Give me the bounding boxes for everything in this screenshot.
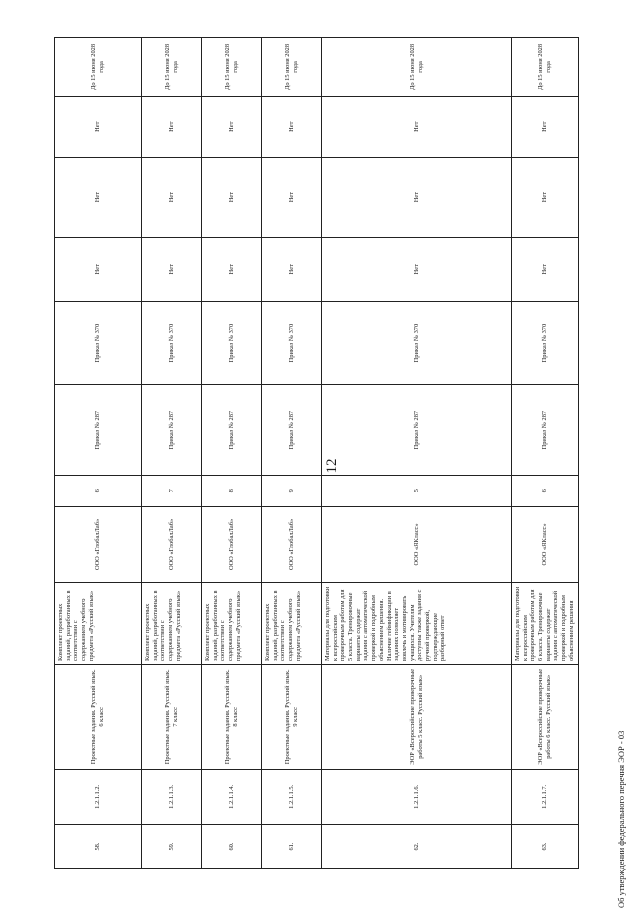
- row-organization: ООО «ЯКласс»: [512, 507, 578, 584]
- row-number: 60.: [227, 842, 235, 851]
- row-number: 58.: [94, 842, 102, 851]
- resource-table: [54, 37, 579, 869]
- row-flag-2: Нет: [262, 158, 321, 238]
- row-name: ЭОР «Всероссийские проверочные работы 6 класс. Русский язык»: [512, 665, 578, 770]
- row-order-1: Приказ № 287: [262, 385, 321, 476]
- row-quantity: 9: [262, 476, 321, 507]
- table-row: [261, 38, 321, 868]
- row-description: Комплект проектных заданий, разработанных в соответствии с содержанием учебного предмета «Русский язык»: [262, 583, 321, 665]
- row-name: Проектные задания. Русский язык. 8 класс: [202, 665, 261, 770]
- resource-table-wrapper: [54, 37, 579, 869]
- row-flag-1: Нет: [262, 238, 321, 302]
- row-organization: ООО «ГлобалЛаб»: [142, 507, 201, 584]
- row-organization: ООО «ГлобалЛаб»: [202, 507, 261, 584]
- row-due-date: До 15 июня 2028 года: [512, 38, 578, 97]
- row-organization: ООО «ГлобалЛаб»: [262, 507, 321, 584]
- row-flag-1: Нет: [142, 238, 201, 302]
- row-description: Комплект проектных заданий, разработанных в соответствии с содержанием учебного предмета «Русский язык»: [142, 583, 201, 665]
- row-flag-1: Нет: [322, 238, 511, 302]
- row-flag-2: Нет: [142, 158, 201, 238]
- row-quantity: 7: [142, 476, 201, 507]
- row-flag-3: Нет: [55, 97, 141, 158]
- row-due-date: До 15 июня 2028 года: [202, 38, 261, 97]
- row-number: 63.: [541, 842, 549, 851]
- row-name: Проектные задания. Русский язык. 6 класс: [55, 665, 141, 770]
- row-order-1: Приказ № 287: [202, 385, 261, 476]
- row-description: Комплект проектных заданий, разработанных в соответствии с содержанием учебного предмета «Русский язык»: [202, 583, 261, 665]
- row-flag-3: Нет: [262, 97, 321, 158]
- row-due-date: До 15 июня 2028 года: [262, 38, 321, 97]
- row-number: 61.: [287, 842, 295, 851]
- row-due-date: До 15 июня 2028 года: [55, 38, 141, 97]
- row-description: Комплект проектных заданий, разработанных в соответствии с содержанием учебного предмета «Русский язык»: [55, 583, 141, 665]
- row-order-1: Приказ № 287: [55, 385, 141, 476]
- row-code: 1.2.1.1.7.: [512, 770, 578, 825]
- row-description: Материалы для подготовки к всероссийским проверочным работам для 5 класса. Тренировочные варианты содержат задания с автоматической проверкой и подробным объяснением решения. Наличие геймификации в заданиях позволяет вовлечь и мотивировать учащихся. Учителям доступны также задания с ручной проверкой, подтверждающие разборный ответ: [322, 583, 511, 665]
- row-flag-3: Нет: [142, 97, 201, 158]
- table-row: [201, 38, 261, 868]
- row-flag-3: Нет: [512, 97, 578, 158]
- table-row: [511, 38, 578, 868]
- row-order-2: Приказ № 370: [512, 302, 578, 386]
- row-order-2: Приказ № 370: [202, 302, 261, 386]
- row-number: 59.: [167, 842, 175, 851]
- row-order-2: Приказ № 370: [142, 302, 201, 386]
- page-number: 12: [324, 458, 340, 474]
- row-quantity: 8: [202, 476, 261, 507]
- row-organization: ООО «ГлобалЛаб»: [55, 507, 141, 584]
- row-code: 1.2.1.1.3.: [142, 770, 201, 825]
- footer-note: Об утверждении федерального перечня ЭОР - 03: [616, 730, 626, 908]
- row-order-1: Приказ № 287: [322, 385, 511, 476]
- row-flag-1: Нет: [202, 238, 261, 302]
- row-quantity: 6: [512, 476, 578, 507]
- table-row: [321, 38, 511, 868]
- row-code: 1.2.1.1.4.: [202, 770, 261, 825]
- row-quantity: 6: [55, 476, 141, 507]
- row-order-2: Приказ № 370: [55, 302, 141, 386]
- row-code: 1.2.1.1.6.: [322, 770, 511, 825]
- row-flag-1: Нет: [55, 238, 141, 302]
- row-flag-2: Нет: [202, 158, 261, 238]
- row-flag-2: Нет: [322, 158, 511, 238]
- row-due-date: До 15 июня 2028 года: [322, 38, 511, 97]
- table-row: [141, 38, 201, 868]
- table-row: [55, 38, 141, 868]
- row-flag-2: Нет: [55, 158, 141, 238]
- row-quantity: 5: [322, 476, 511, 507]
- row-code: 1.2.1.1.5.: [262, 770, 321, 825]
- row-organization: ООО «ЯКласс»: [322, 507, 511, 584]
- row-flag-3: Нет: [322, 97, 511, 158]
- row-due-date: До 15 июня 2028 года: [142, 38, 201, 97]
- row-order-1: Приказ № 287: [142, 385, 201, 476]
- row-order-1: Приказ № 287: [512, 385, 578, 476]
- row-description: Материалы для подготовки к всероссийским проверочным работам для 6 класса. Тренировочные варианты содержат задания с автоматической проверкой и подробным объяснением решения: [512, 583, 578, 665]
- row-code: 1.2.1.1.2.: [55, 770, 141, 825]
- row-name: Проектные задания. Русский язык. 9 класс: [262, 665, 321, 770]
- row-name: ЭОР «Всероссийские проверочные работы 5 класс. Русский язык»: [322, 665, 511, 770]
- row-flag-2: Нет: [512, 158, 578, 238]
- row-name: Проектные задания. Русский язык. 7 класс: [142, 665, 201, 770]
- row-flag-1: Нет: [512, 238, 578, 302]
- row-order-2: Приказ № 370: [262, 302, 321, 386]
- row-flag-3: Нет: [202, 97, 261, 158]
- row-order-2: Приказ № 370: [322, 302, 511, 386]
- row-number: 62.: [412, 842, 420, 851]
